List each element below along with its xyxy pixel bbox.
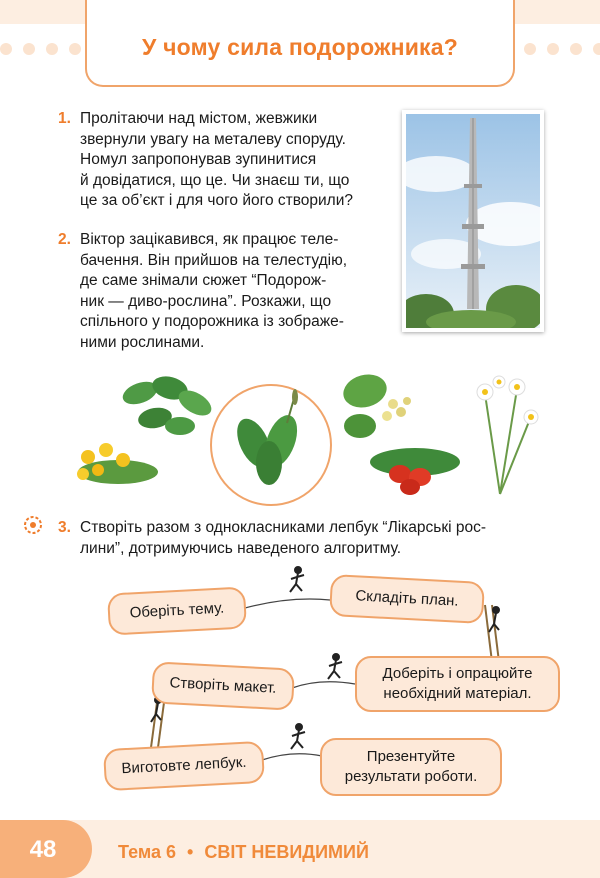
task-2 — [58, 230, 400, 353]
task-line: спільного у подорожника із зображе- — [80, 313, 344, 330]
page-number: 48 — [29, 836, 57, 863]
step-make-lapbook — [103, 741, 265, 791]
step-label: необхідний матеріал. — [383, 685, 532, 702]
topic-prefix: Тема 6 — [118, 842, 176, 862]
task-line: звернули увагу на металеву споруду. — [80, 130, 346, 148]
topic-heading — [118, 842, 369, 863]
plantain-image — [209, 383, 333, 512]
rosehip-image — [360, 432, 470, 502]
chamomile-image — [455, 374, 545, 504]
header-strip-left — [0, 0, 88, 24]
task-line: бачення. Він прийшов на телестудію, — [80, 251, 348, 269]
step-label: Доберіть і опрацюйте — [382, 665, 533, 682]
topic-name: СВІТ НЕВИДИМИЙ — [204, 842, 369, 862]
task-1 — [58, 109, 400, 212]
header-dots-right — [524, 43, 600, 55]
task-line: ник — диво-рослина”. Розкажи, що — [80, 292, 332, 310]
step-label: Складіть план. — [355, 587, 460, 610]
task-line: Пролітаючи над містом, жевжики — [80, 110, 318, 127]
step-label: результати роботи. — [344, 768, 478, 785]
task-line: Номул запропонував зупинитися — [80, 151, 317, 168]
step-label: Оберіть тему. — [129, 599, 225, 622]
group-work-icon — [21, 513, 45, 542]
st-johns-wort-image — [68, 432, 168, 497]
task-line: Створіть разом з однокласниками лепбук “Лікарські рос- — [80, 519, 487, 536]
step-present-results — [320, 738, 502, 796]
page-title: У чому сила подорожника? — [142, 34, 458, 60]
step-gather-material — [355, 656, 560, 712]
task-line: й довідатися, що це. Чи знаєш ти, що — [80, 171, 350, 189]
task-number: 1. — [58, 110, 71, 127]
step-make-plan — [329, 574, 485, 624]
task-line: це за об’єкт і для чого його створили? — [80, 192, 353, 209]
task-line: Віктор зацікавився, як працює теле- — [80, 231, 339, 248]
step-label: Виготовте лепбук. — [121, 753, 247, 778]
tv-tower-photo — [402, 110, 544, 332]
topic-separator: • — [187, 842, 194, 862]
step-choose-topic — [107, 586, 247, 635]
task-line: де саме знімали сюжет “Подорож- — [80, 272, 327, 289]
step-label: Презентуйте — [366, 748, 456, 765]
task-line: ними рослинами. — [80, 333, 205, 351]
task-line: лини”, дотримуючись наведеного алгоритму. — [80, 539, 402, 557]
header-strip-right — [512, 0, 600, 24]
step-label: Створіть макет. — [169, 674, 277, 697]
task-3 — [58, 518, 580, 559]
step-create-layout — [151, 661, 295, 710]
task-number: 2. — [58, 231, 71, 248]
task-number: 3. — [58, 519, 71, 536]
